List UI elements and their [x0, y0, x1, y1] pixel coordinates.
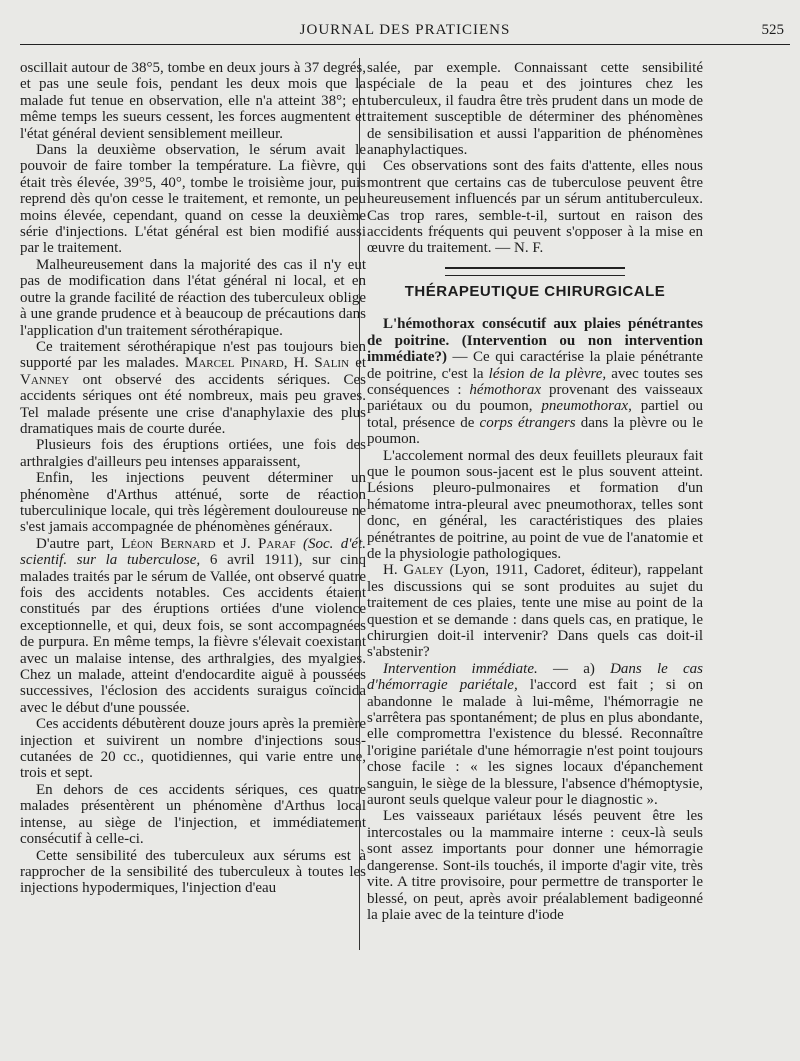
- italic-term: hémothorax: [469, 381, 542, 398]
- text-run: — Ce qui caractérise la plaie pénétrante de poitrine, c'est la: [367, 349, 703, 382]
- paragraph: Ces observations sont des faits d'attente, elles nous montrent que certains cas de tuberculose peuvent être heureusement influencés par un sérum antituberculeux. Cas trop rares, semble-t-il, surtout en raison des accidents fréquents qui peuvent s'opposer à la mise en œuvre du traitement. — N. F.: [367, 158, 703, 257]
- running-head: [20, 20, 790, 42]
- paragraph: Ces accidents débutèrent douze jours après la première injection et suivirent un nombre d'injections sous-cutanées de 20 cc., quotidiennes, qui varie entre une, trois et sept.: [20, 716, 366, 782]
- page-number: 525: [761, 22, 784, 38]
- text-run: l'accord est fait ; si on abandonne le malade à lui-même, l'hémorragie ne s'arrêtera pas spontanément; de plus en plus abondante, elle compromettra l'existence du blessé. Reconnaître l'origine pariétale d'une hémorragie n'est point toujours chose facile : « les signes locaux d'épanchement sanguin, le siège de la blessure, l'absence d'hémoptysie, auront seuls quelque valeur pour le diagnostic ».: [367, 677, 704, 809]
- paragraph: Dans la deuxième observation, le sérum avait le pouvoir de faire tomber la température. La fièvre, qui était très élevée, 39°5, 40°, tombe le troisième jour, puis reprend dès qu'on cesse le traitement, et remonte, un peu moins élevée, cependant, quand on cesse la deuxième série d'injections. L'état général est bien modifié aussi par le traitement.: [20, 142, 366, 257]
- author-name: Paraf: [257, 535, 296, 552]
- paragraph: L'accolement normal des deux feuillets pleuraux fait que le poumon sous-jacent est le plus souvent atteint. Lésions pleuro-pulmonaires et formation d'un hématome intra-pleural avec pneumothorax, telles sont donc, en général, les caractéristiques des plaies pénétrantes de poitrine, au point de vue de l'anatomie et de la physiologie pathologiques.: [367, 447, 703, 562]
- text-run: D'autre part,: [36, 535, 114, 552]
- paragraph: Ce traitement sérothérapique n'est pas toujours bien supporté par les malades. Marcel Pinard, H. Salin et Vanney ont observé des accidents sériques. Ces accidents sériques ont été nombreux, mais peu graves. Tel malade présente une crise d'anaphylaxie des plus dramatiques mais de courte durée.: [20, 338, 367, 437]
- text-run: avec toutes ses conséquences :: [367, 365, 704, 398]
- author-name: H. Salin: [293, 355, 350, 372]
- text-run: Ce traitement sérothérapique n'est pas toujours bien supporté par les malades.: [20, 338, 366, 372]
- paragraph: En dehors de ces accidents sériques, ces quatre malades présentèrent un phénomène d'Arthus local intense, au siège de l'injection, et immédiatement consécutif à celle-ci.: [20, 781, 366, 848]
- text-run: 6 avril 1911), sur cinq malades traités par le sérum de Vallée, ont observé quatre fois des accidents notables. Ces accidents étaient constitués par des éruptions ortiées d'une violence exceptionnelle, et qui, deux fois, se sont accompagnées de purpura. En même temps, la fièvre s'élevait coexistant avec un malaise intense, des arthralgies, des myalgies. Chez un malade, atteint d'endocardite aiguë à poussées successives, l'éclosion des accidents suraigus coïncida avec le début d'une poussée.: [20, 552, 367, 716]
- paragraph: [20, 536, 366, 716]
- reference: (Soc. d'ét. scientif. sur la tuberculose,: [20, 535, 367, 569]
- paragraph: [367, 661, 703, 809]
- right-column: [367, 60, 703, 923]
- text-run: — a): [552, 660, 595, 677]
- italic-term: lésion de la plèvre,: [488, 365, 607, 382]
- paragraph: salée, par exemple. Connaissant cette sensibilité spéciale de la peau et des jointures chez les tuberculeux, il faudra être très prudent dans un mode de traitement susceptible de déterminer des phénomènes de sensibilisation et aussi l'apparition de phénomènes anaphylactiques.: [367, 60, 703, 159]
- italic-term: pneumothorax,: [541, 398, 632, 415]
- text-run: provenant des vaisseaux pariétaux ou du poumon,: [367, 381, 704, 415]
- column-divider: [359, 58, 360, 950]
- paragraph: Cette sensibilité des tuberculeux aux sérums est à rapprocher de la sensibilité des tuberculeux à toutes les injections hypodermiques, l'injection d'eau: [20, 847, 366, 897]
- paragraph: [367, 316, 703, 447]
- author-name: Marcel Pinard: [185, 355, 284, 372]
- italic-term: corps étrangers: [479, 414, 576, 431]
- italic-term: Intervention immédiate.: [383, 660, 538, 677]
- text-run: et: [355, 355, 367, 372]
- paragraph: Plusieurs fois des éruptions ortiées, une fois des arthralgies d'ailleurs peu intenses apparaissent,: [20, 437, 366, 470]
- author-name: H. Galey: [383, 562, 444, 579]
- italic-term: Dans le cas d'hémorragie pariétale,: [367, 660, 704, 694]
- paragraph: oscillait autour de 38°5, tombe en deux jours à 37 degrés, et pas une seule fois, pendant les deux mois que la malade fut tenue en observation, elle n'a atteint 38°; en même temps les sueurs cessent, les forces augmentent et l'état général devient sensiblement meilleur.: [20, 60, 366, 142]
- left-column: [20, 60, 366, 897]
- author-name: Léon Bernard: [121, 535, 216, 552]
- section-title: THÉRAPEUTIQUE CHIRURGICALE: [404, 282, 666, 300]
- section-separator: [445, 267, 625, 276]
- text-run: et J.: [222, 535, 251, 552]
- paragraph: [367, 562, 703, 660]
- journal-title: JOURNAL DES PRATICIENS: [299, 22, 511, 38]
- text-run: partiel ou total, présence de: [367, 398, 703, 431]
- text-run: (Lyon, 1911, Cadoret, éditeur), rappelant les discussions qui se sont produites au sujet du traitement de ces plaies, tente une mise au point de la question et se demande : dans quels cas, en pratique, le chirurgien doit-il intervenir? Dans quels cas doit-il s'abstenir?: [367, 562, 704, 661]
- paragraph: Les vaisseaux pariétaux lésés peuvent être les intercostales ou la mammaire interne : ceux-là seuls sont assez importants pour donner une hémorragie dangerense. Sont-ils touchés, il importe d'agir vite, très vite. A titre provisoire, pour permettre de transporter le blessé, on peut, après avoir préalablement badigeonné la plaie avec de la teinture d'iode: [367, 808, 703, 923]
- header-rule: [20, 44, 790, 45]
- paragraph: Enfin, les injections peuvent déterminer un phénomène d'Arthus atténué, sorte de réaction tuberculinique locale, qui très légèrement douloureuse ne s'est jamais accompagnée de phénomènes généraux.: [20, 470, 366, 536]
- text-run: ont observé des accidents sériques. Ces accidents sériques ont été nombreux, mais peu graves. Tel malade présente une crise d'anaphylaxie des plus dramatiques mais de courte durée.: [20, 371, 366, 437]
- text-run: dans la plèvre ou le poumon.: [367, 414, 704, 448]
- author-name: Vanney: [20, 371, 70, 388]
- paragraph: Malheureusement dans la majorité des cas il n'y eut pas de modification dans l'état général ni local, et en outre la grande facilité de réaction des tuberculeux oblige à une grande prudence et à beaucoup de précautions dans l'application d'un traitement sérothérapique.: [20, 256, 366, 339]
- article-title: L'hémothorax consécutif aux plaies pénétrantes de poitrine. (Intervention ou non intervention immédiate?): [367, 316, 703, 366]
